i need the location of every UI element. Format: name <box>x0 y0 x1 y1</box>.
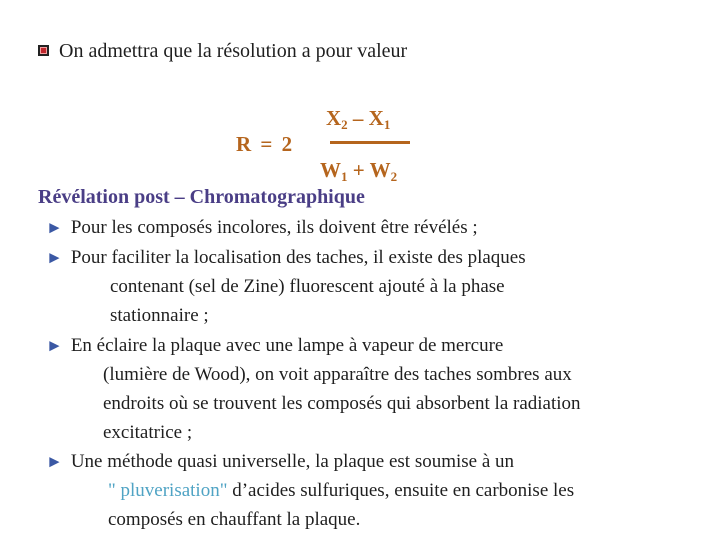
bullet-item-2-line-2: contenant (sel de Zine) fluorescent ajouté à la phase <box>110 276 505 297</box>
bullet-item-1: ► Pour les composés incolores, ils doivent être révélés ; <box>46 217 478 238</box>
formula-denominator: $W_1 + W_2$ <box>320 158 398 184</box>
bullet-item-4: ► Une méthode quasi universelle, la plaque est soumise à un <box>46 451 515 472</box>
section-heading: Révélation post – Chromatographique <box>38 186 365 208</box>
formula-lhs: R = 2 <box>236 132 295 156</box>
arrow-bullet-icon: ► <box>46 336 63 355</box>
bullet-item-3-line-4: excitatrice ; <box>103 422 193 443</box>
bullet-item-2-line-3: stationnaire ; <box>110 305 209 326</box>
fraction-bar <box>330 141 410 144</box>
bullet-item-3-line-2: (lumière de Wood), on voit apparaître des taches sombres aux <box>103 364 572 385</box>
bullet-item-3: ► En éclaire la plaque avec une lampe à vapeur de mercure <box>46 335 504 356</box>
pluverisation-term: " pluverisation" <box>108 480 228 501</box>
bullet-item-4-line-3: composés en chauffant la plaque. <box>108 509 361 530</box>
arrow-bullet-icon: ► <box>46 218 63 237</box>
intro-text: On admettra que la résolution a pour valeur <box>59 40 408 62</box>
formula-numerator: $X_2 - X_1$ <box>326 106 391 132</box>
bullet-item-3-line-3: endroits où se trouvent les composés qui absorbent la radiation <box>103 393 581 414</box>
bullet-item-2: ► Pour faciliter la localisation des taches, il existe des plaques <box>46 247 526 268</box>
arrow-bullet-icon: ► <box>46 248 63 267</box>
square-bullet-icon <box>38 45 49 56</box>
intro-line <box>38 40 407 63</box>
arrow-bullet-icon: ► <box>46 452 63 471</box>
bullet-item-4-line-2: " pluverisation" d’acides sulfuriques, ensuite en carbonise les <box>108 480 575 501</box>
